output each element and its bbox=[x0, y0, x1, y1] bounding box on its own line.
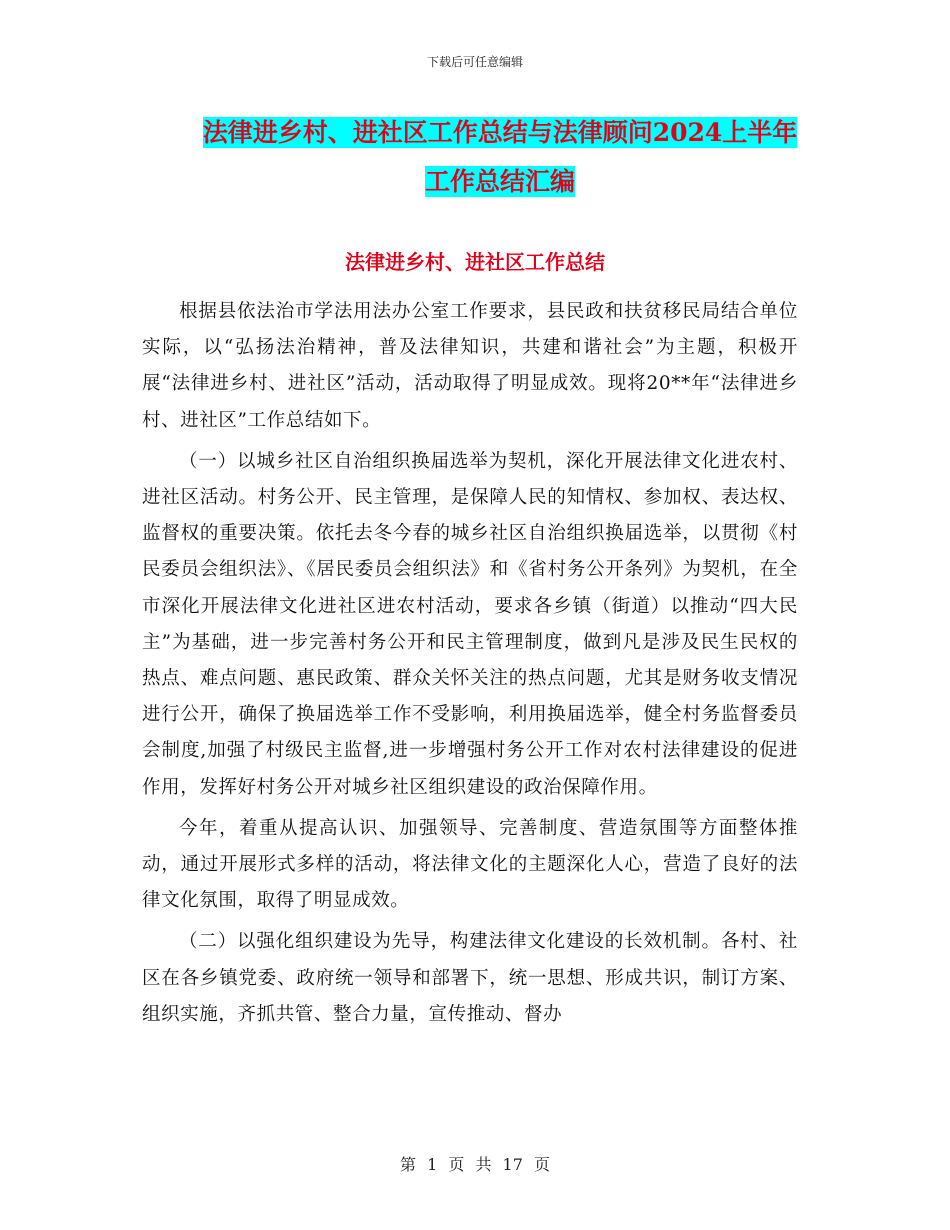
paragraph: （二）以强化组织建设为先导，构建法律文化建设的长效机制。各村、社区在各乡镇党委、政府统一领导和部署下，统一思想、形成共识，制订方案、组织实施，齐抓共管、整合力量，宣传推动、督办 bbox=[142, 931, 798, 1025]
document-title-line-2: 工作总结汇编 bbox=[424, 167, 575, 196]
paragraph: 根据县依法治市学法用法办公室工作要求，县民政和扶贫移民局结合单位实际，以“弘扬法治精神，普及法律知识，共建和谐社会”为主题，积极开展“法律进乡村、进社区”活动，活动取得了明显成效。现将20**年“法律进乡村、进社区”工作总结如下。 bbox=[142, 301, 798, 431]
section-title: 法律进乡村、进社区工作总结 bbox=[345, 250, 605, 274]
document-title bbox=[140, 108, 860, 206]
header-note: 下载后可任意编辑 bbox=[426, 55, 523, 69]
page-number-footer: 第 1 页 共 17 页 bbox=[400, 1155, 550, 1174]
paragraph: 今年，着重从提高认识、加强领导、完善制度、营造氛围等方面整体推动，通过开展形式多样的活动，将法律文化的主题深化人心，营造了良好的法律文化氛围，取得了明显成效。 bbox=[142, 817, 798, 912]
paragraph: （一）以城乡社区自治组织换届选举为契机，深化开展法律文化进农村、进社区活动。村务公开、民主管理，是保障人民的知情权、参加权、表达权、监督权的重要决策。依托去冬今春的城乡社区自治组织换届选举，以贯彻《村民委员会组织法》、《居民委员会组织法》和《省村务公开条列》为契机，在全市深化开展法律文化进社区进农村活动，要求各乡镇（街道）以推动“四大民主”为基础，进一步完善村务公开和民主管理制度，做到凡是涉及民生民权的热点、难点问题、惠民政策、群众关怀关注的热点问题，尤其是财务收支情况进行公开，确保了换届选举工作不受影响，利用换届选举，健全村务监督委员会制度,加强了村级民主监督,进一步增强村务公开工作对农村法律建设的促进作用，发挥好村务公开对城乡社区组织建设的政治保障作用。 bbox=[142, 450, 798, 798]
document-title-line-1: 法律进乡村、进社区工作总结与法律顾问2024上半年 bbox=[202, 118, 798, 147]
document-body bbox=[142, 294, 798, 1038]
